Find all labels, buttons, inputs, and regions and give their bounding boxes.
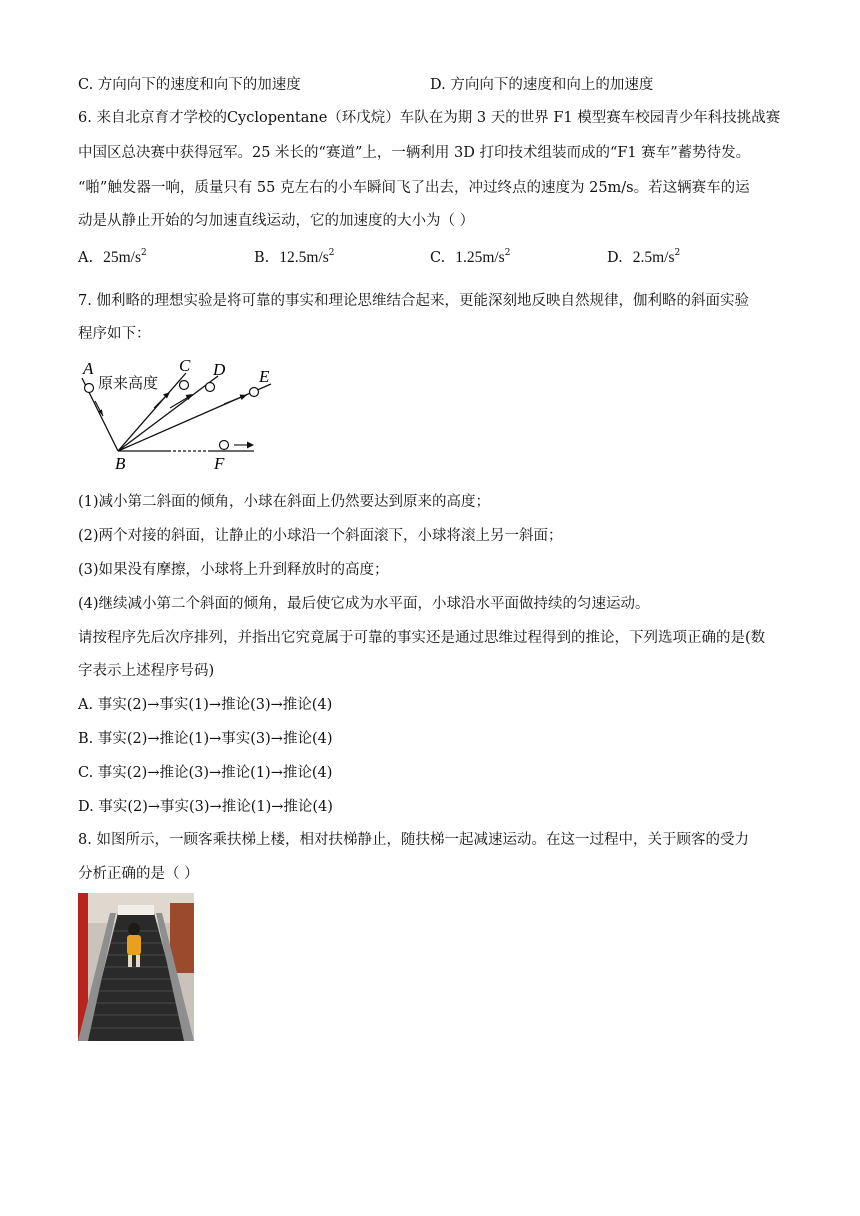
original-height-label: 原来高度 (98, 374, 159, 392)
escalator-illustration (78, 893, 194, 1041)
label-a: A (83, 359, 94, 378)
customer-head (128, 923, 140, 935)
arrowhead-f (247, 442, 254, 449)
ball-c (180, 381, 189, 390)
q8-text-line-2: 分析正确的是（ ） (78, 866, 199, 882)
escalator-photo (78, 893, 194, 1041)
label-f: F (214, 454, 225, 473)
option-exponent: 2 (328, 248, 335, 258)
customer-leg-left (128, 955, 132, 967)
label-c: C (179, 356, 191, 375)
option-value: 2.5m/s (632, 249, 675, 266)
ball-e (250, 388, 259, 397)
q7-prompt-line-1: 请按程序先后次序排列，并指出它究竟属于可靠的事实还是通过思维过程得到的推论，下列选项正确的是(数 (78, 630, 766, 646)
customer-backpack (127, 935, 141, 955)
arrow-d (170, 396, 190, 408)
q6-option-b (254, 248, 335, 267)
q5-option-c: C. 方向向下的速度和向下的加速度 (78, 77, 301, 93)
option-exponent: 2 (674, 248, 681, 258)
q6-text-line-2: 中国区总决赛中获得冠军。25 米长的“赛道”上，一辆利用 3D 打印技术组装而成的“F1 赛车”蓄势待发。 (78, 145, 751, 161)
q6-option-a (78, 248, 147, 267)
q7-step-1: (1)减小第二斜面的倾角，小球在斜面上仍然要达到原来的高度； (78, 494, 491, 510)
q7-option-d: D. 事实(2)→事实(3)→推论(1)→推论(4) (78, 799, 333, 815)
q7-text-line-2: 程序如下： (78, 326, 151, 342)
label-b: B (115, 454, 126, 473)
option-value: 1.25m/s (455, 249, 505, 266)
q6-option-c (430, 248, 510, 267)
option-letter: A. (78, 250, 94, 266)
arrowhead-e (240, 395, 248, 401)
option-value: 25m/s (103, 249, 141, 266)
q7-prompt-line-2: 字表示上述程序号码) (78, 663, 215, 679)
q7-step-3: (3)如果没有摩擦，小球将上升到释放时的高度； (78, 562, 389, 578)
option-letter: B. (254, 250, 270, 266)
q7-text-line-1: 7. 伽利略的理想实验是将可靠的事实和理论思维结合起来，更能深刻地反映自然规律，伽利略的斜面实验 (78, 293, 749, 309)
option-exponent: 2 (141, 248, 147, 258)
label-d: D (213, 360, 226, 379)
q7-option-a: A. 事实(2)→事实(1)→推论(3)→推论(4) (78, 697, 333, 713)
q6-text-line-1: 6. 来自北京育才学校的Cyclopentane（环戊烷）车队在为期 3 天的世界 F1 模型赛车校园青少年科技挑战赛 (78, 110, 781, 126)
q7-step-4: (4)继续减小第二个斜面的倾角，最后使它成为水平面，小球沿水平面做持续的匀速运动。 (78, 596, 650, 612)
option-value: 12.5m/s (279, 249, 329, 266)
label-e: E (259, 367, 270, 386)
q7-option-c: C. 事实(2)→推论(3)→推论(1)→推论(4) (78, 765, 333, 781)
top-light (118, 905, 154, 915)
q7-step-2: (2)两个对接的斜面，让静止的小球沿一个斜面滚下，小球将滚上另一斜面； (78, 528, 563, 544)
q6-text-line-3: “啪”触发器一响，质量只有 55 克左右的小车瞬间飞了出去，冲过终点的速度为 25m/s。若这辆赛车的运 (78, 180, 750, 196)
option-letter: D. (607, 250, 623, 266)
ball-d (206, 383, 215, 392)
q5-option-d: D. 方向向下的速度和向上的加速度 (430, 77, 654, 93)
ball-f (220, 441, 229, 450)
option-letter: C. (430, 250, 446, 266)
customer-leg-right (136, 955, 140, 967)
q8-text-line-1: 8. 如图所示，一顾客乘扶梯上楼，相对扶梯静止，随扶梯一起减速运动。在这一过程中，关于顾客的受力 (78, 832, 749, 848)
option-exponent: 2 (504, 248, 511, 258)
incline-diagram (78, 356, 278, 478)
q6-option-d (607, 248, 680, 267)
q6-text-line-4: 动是从静止开始的匀加速直线运动，它的加速度的大小为（ ） (78, 213, 475, 229)
ball-a (85, 384, 94, 393)
q7-option-b: B. 事实(2)→推论(1)→事实(3)→推论(4) (78, 731, 333, 747)
